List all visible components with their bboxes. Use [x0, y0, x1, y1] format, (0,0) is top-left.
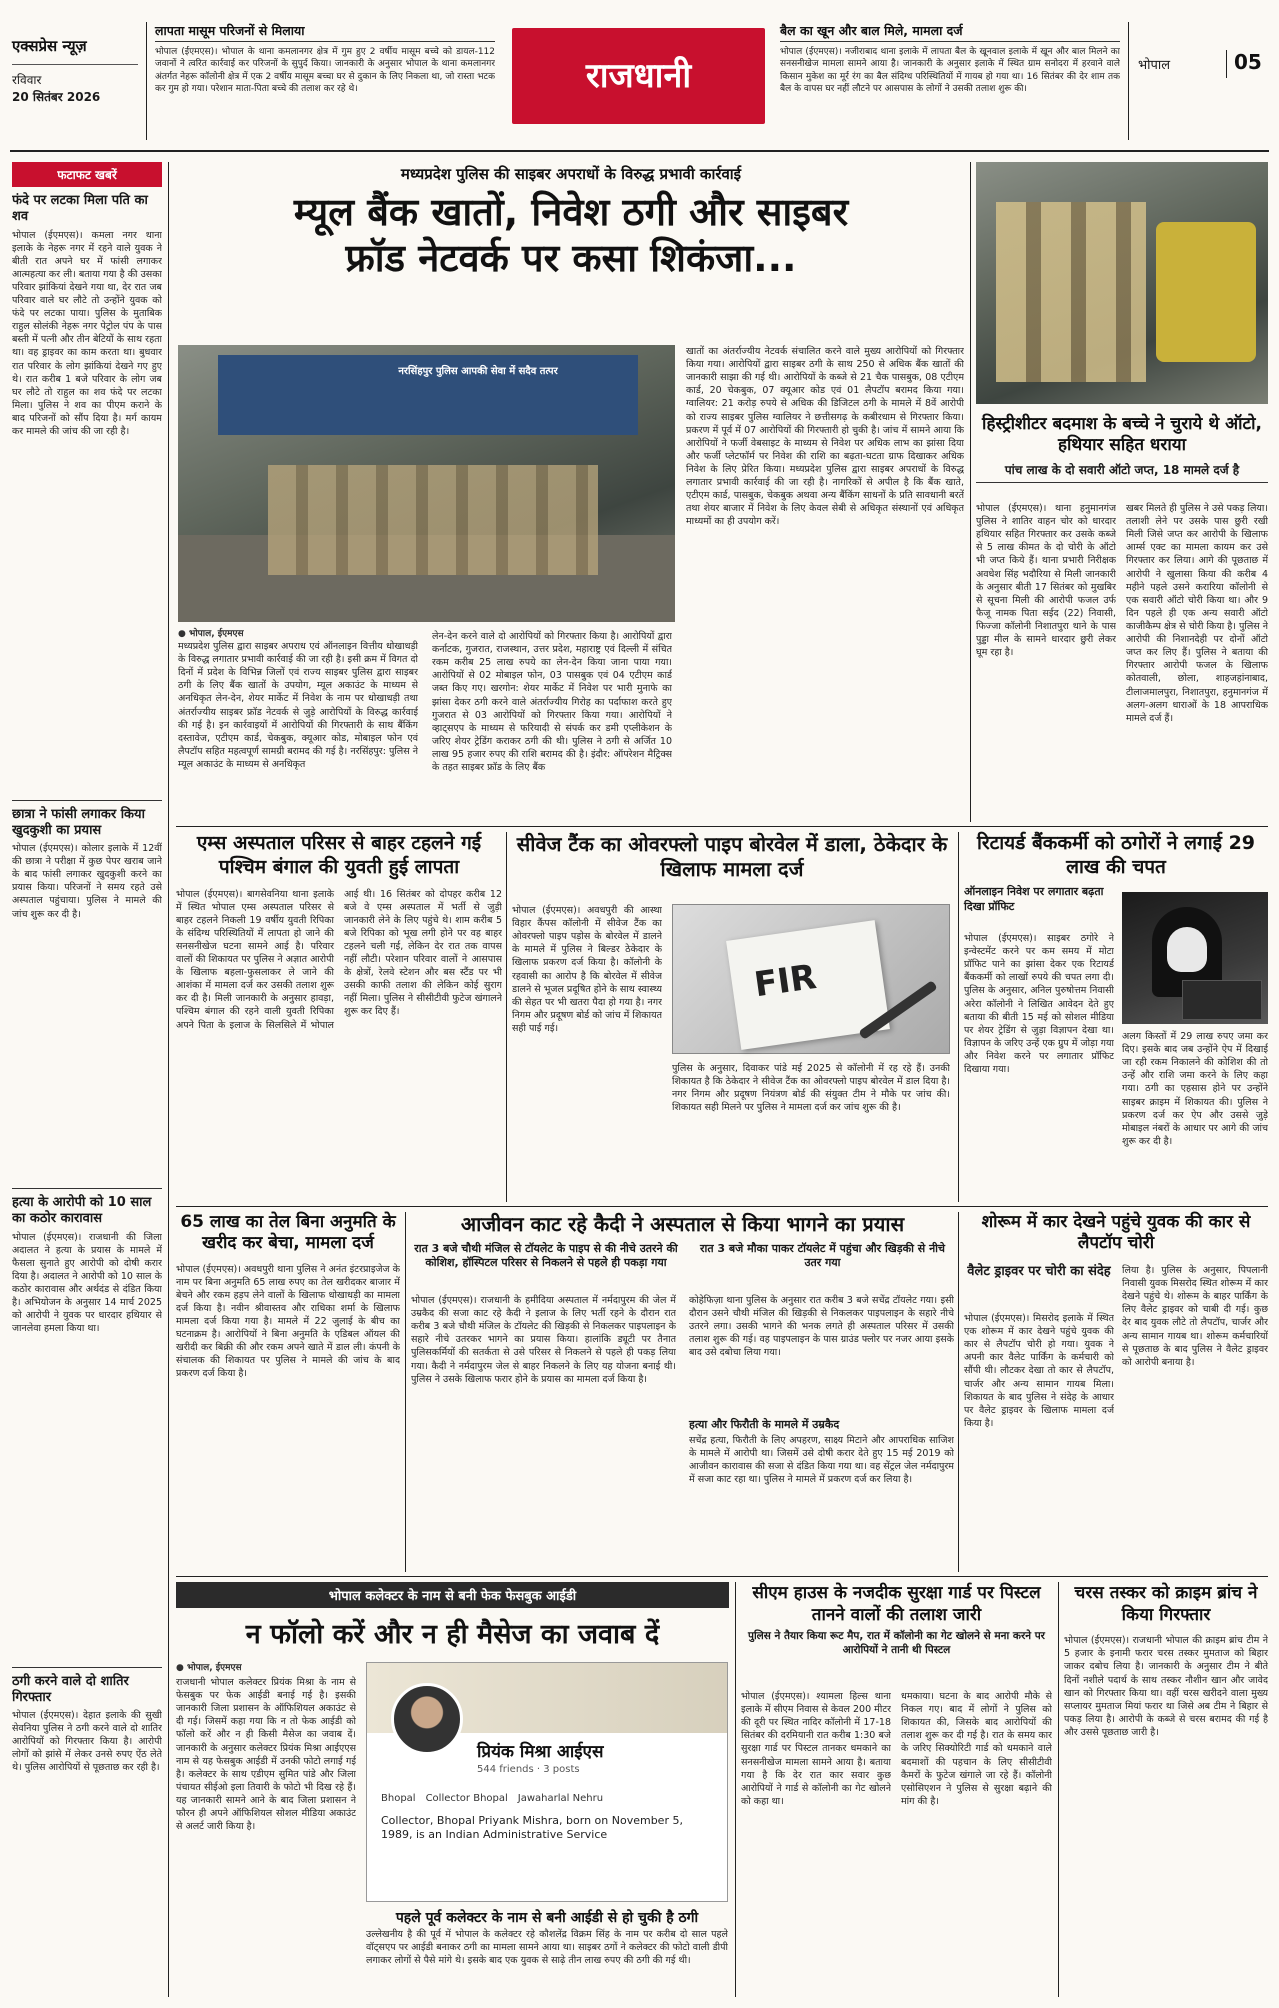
fb-cover — [367, 1663, 727, 1733]
fb-tag-3: Jawaharlal Nehru — [517, 1793, 604, 1804]
hacker-image — [1122, 892, 1268, 1024]
row3-bottom-rule — [176, 1576, 1268, 1577]
story-sewage — [512, 832, 952, 1202]
teaser-right-title: बैल का खून और बाल मिले, मामला दर्ज — [780, 22, 1120, 42]
teaser-left-title: लापता मासूम परिजनों से मिलाया — [155, 22, 495, 42]
right-lead-photo — [976, 162, 1268, 404]
story-car — [964, 1212, 1268, 1572]
left-item-4 — [12, 1674, 162, 1970]
right-lead-photo-officers — [996, 202, 1146, 382]
teaser-right — [780, 22, 1120, 146]
fir-image — [672, 904, 950, 1054]
masthead-bottom-rule — [10, 150, 1269, 152]
fb-bio: Collector, Bhopal Priyank Mishra, born on November 5, 1989, is an Indian Administrative Service — [381, 1814, 683, 1842]
page-number: 05 — [1234, 50, 1262, 74]
left-item-3-title: हत्या के आरोपी को 10 साल का कठोर कारावास — [12, 1195, 152, 1227]
story-cmhouse-headline: सीएम हाउस के नजदीक सुरक्षा गार्ड पर पिस्टल तानने वालों की तलाश जारी — [752, 1583, 1041, 1626]
masthead-vrule-2 — [1128, 22, 1129, 140]
left-item-2-body: भोपाल (ईएमएस)। कोलार इलाके में 12वीं की छात्रा ने परीक्षा में कुछ पेपर खराब जाने के बाद फांसी लगाकर खुदकुशी करने का प्रयास किया। परिजनों ने समय रहते उसे अस्पताल पहुंचाया। पुलिस ने मामले की जांच शुरू कर दी है। — [12, 843, 162, 920]
lead-photo — [178, 345, 675, 622]
lead-photo-sign: नरसिंहपुर पुलिस आपकी सेवा में सदैव तत्पर — [398, 366, 558, 377]
masthead — [0, 0, 1279, 150]
row1-bottom-rule — [176, 826, 1268, 827]
left-column — [12, 162, 162, 1997]
lead-kicker: मध्यप्रदेश पुलिस की साइबर अपराधों के विरुद्ध प्रभावी कार्रवाई — [400, 165, 742, 183]
lead-headline-1: म्यूल बैंक खातों, निवेश ठगी और साइबर — [293, 190, 849, 234]
story-aiims-body: भोपाल (ईएमएस)। बागसेवनिया थाना इलाके में स्थित भोपाल एम्स अस्पताल परिसर से बाहर टहलने निकली 19 वर्षीय युवती रिपिका के संदिग्ध परिस्थितियों में लापता हो जाने की सनसनीखेज घटना सामने आई है। परिवार वालों की शिकायत पर पुलिस ने अज्ञात आरोपी के खिलाफ बहला-फुसलाकर ले जाने की आशंका में मामला दर्ज कर उसकी तलाश शुरू कर दी है। मिली जानकारी के अनुसार हावड़ा, पश्चिम बंगाल की रहने वाली युवती रिपिका अपने पिता के इलाज के सिलसिले में भोपाल आई थी। 16 सितंबर को दोपहर करीब 12 बजे वे एम्स अस्पताल में भर्ती से जुड़ी जानकारी लेने के लिए पहुंचे थे। शाम करीब 5 बजे रिपिका को भूख लगी होने पर वह बाहर टहलने चली गई, लेकिन देर रात तक वापस नहीं लौटी। परेशान परिवार वालों ने आसपास के क्षेत्रों, रेलवे स्टेशन और बस स्टैंड पर भी उसकी काफी तलाश की लेकिन कोई सुराग नहीं मिला। पुलिस ने सीसीटीवी फुटेज खंगालने शुरू कर दिए हैं। — [176, 888, 502, 1031]
story-oil-body: भोपाल (ईएमएस)। अवधपुरी थाना पुलिस ने अनंत इंटरप्राइजेज के नाम पर बिना अनुमति 65 लाख रुपए का तेल खरीदकर बाजार में बेचने और रकम हड़प लेने वालों के खिलाफ धोखाधड़ी का मामला दर्ज किया है। नवीन श्रीवास्तव और राधिका शर्मा के खिलाफ मामला दर्ज किया गया है। मामले में 22 जुलाई के बीच का घटनाक्रम है। आरोपियों ने बिना अनुमति के एडिबल ऑयल की खरीदी कर बिक्री की और रकम अपने खाते में डाल ली। कंपनी के संचालक की शिकायत पर पुलिस ने मामले की जांच के बाद प्रकरण दर्ज किया है। — [176, 1263, 400, 1380]
row3-rule-2 — [958, 1212, 959, 1572]
story-aiims — [176, 832, 502, 1202]
story-sewage-body-2: पुलिस के अनुसार, दिवाकर पांडे मई 2025 से कॉलोनी में रह रहे हैं। उनकी शिकायत है कि ठेकेदार ने सीवेज टैंक का ओवरफ्लो पाइप बोरवेल में डाल दिया है। नगर निगम और प्रदूषण नियंत्रण बोर्ड की संयुक्त टीम ने मौके पर जांच की। शिकायत सही मिलने पर पुलिस ने मामला दर्ज कर जांच शुरू की है। — [672, 1063, 950, 1114]
left-column-rule — [168, 162, 169, 1997]
section-banner — [512, 28, 765, 124]
story-facebook — [176, 1582, 729, 1997]
story-prisoner-body-1: भोपाल (ईएमएस)। राजधानी के हमीदिया अस्पताल में नर्मदापुरम की जेल में उम्रकैद की सजा काट रहे कैदी ने इलाज के लिए भर्ती रहने के दौरान रात करीब 3 बजे चौथी मंजिल के टॉयलेट की खिड़की से निकलकर पाइपलाइन के सहारे नीचे उतरकर भागने का प्रयास किया। हालांकि ड्यूटी पर तैनात पुलिसकर्मियों की सतर्कता से उसे परिसर से निकलने से पहले ही पकड़ लिया गया। कैदी ने नर्मदापुरम जेल से बाहर निकलने के लिए यह योजना बनाई थी। पुलिस ने उसके खिलाफ फरार होने के प्रयास का मामला दर्ज किया है। — [411, 1295, 676, 1385]
left-divider-3 — [12, 1667, 162, 1668]
hacker-laptop — [1182, 980, 1262, 1020]
right-lead-body-2: खबर मिलते ही पुलिस ने उसे पकड़ लिया। तलाशी लेने पर उसके पास छुरी रखी मिली जिसे जप्त कर आरोपी के खिलाफ आर्म्स एक्ट का मामला कायम कर उसे गिरफ्तार कर लिया। आगे की पूछताछ में आरोपी ने खुलासा किया की करीब 4 महीने पहले उसने करारिया कॉलोनी से एक सवारी ऑटो चोरी किया था। और 9 दिन पहले ही एक अन्य सवारी ऑटो काजीकैम्प क्षेत्र से चोरी किया है। पुलिस ने आरोपी की निशानदेही पर दोनों ऑटो जप्त कर लिए हैं। पुलिस ने बताया की गिरफ्तार आरोपी फजल के खिलाफ कोतवाली, छोला, शाहजहांनाबाद, टीलाजमालपुरा, निशातपुरा, हनुमानगंज में अलग-अलग धाराओं के 18 आपराधिक मामले दर्ज हैं। — [1126, 503, 1268, 724]
story-cmhouse-body-1: भोपाल (ईएमएस)। श्यामला हिल्स थाना इलाके में सीएम निवास से केवल 200 मीटर की दूरी पर स्थित नादिर कॉलोनी में 17-18 सितंबर की दरमियानी रात करीब 1:30 बजे सुरक्षा गार्ड पर पिस्टल तानकर धमकाने का सनसनीखेज मामला सामने आया है। बताया गया है कि देर रात कार सवार कुछ आरोपियों ने गार्ड से कॉलोनी का गेट खोलने को कहा था। — [741, 1691, 891, 1807]
story-cmhouse-subhead: पुलिस ने तैयार किया रूट मैप, रात में कॉलोनी का गेट खोलने से मना करने पर आरोपियों ने तानी थी पिस्टल — [748, 1630, 1045, 1656]
story-cmhouse-body-2: धमकाया। घटना के बाद आरोपी मौके से निकल गए। बाद में लोगों ने पुलिस को शिकायत की, जिसके बाद आरोपियों की तलाश शुरू कर दी गई है। रात के समय कार के जरिए सिक्योरिटी गार्ड को धमकाने वाले बदमाशों की पहचान के लिए सीसीटीवी कैमरों के फुटेज खंगाले जा रहे हैं। कॉलोनी एसोसिएशन ने पुलिस से सुरक्षा बढ़ाने की मांग की है। — [901, 1691, 1052, 1807]
story-prisoner-body-3: सचेंद्र हत्या, फिरौती के लिए अपहरण, साक्ष्य मिटाने और आपराधिक साजिश के मामले में आरोपी था। जिसमें उसे दोषी करार देते हुए 15 मई 2019 को आजीवन कारावास की सजा से दंडित किया गया था। वह सेंट्रल जेल नर्मदापुरम में सजा काट रहा था। पुलिस ने मामले में प्रकरण दर्ज कर लिया है। — [689, 1435, 954, 1486]
left-item-2-title: छात्रा ने फांसी लगाकर किया खुदकुशी का प्रयास — [12, 806, 145, 838]
row3-rule-1 — [405, 1212, 406, 1572]
left-item-4-body: भोपाल (ईएमएस)। देहात इलाके की सुखी सेवनिया पुलिस ने ठगी करने वाले दो शातिर आरोपियों को गिरफ्तार किया है। आरोपी लोगों को झांसे में लेकर उनसे रुपए ऐंठ लेते थे। पुलिस आरोपियों से पूछताछ कर रही है। — [12, 1710, 162, 1774]
masthead-left-box — [12, 30, 138, 126]
right-lead-body-1: भोपाल (ईएमएस)। थाना हनुमानगंज पुलिस ने शातिर वाहन चोर को धारदार हथियार सहित गिरफ्तार कर उसके कब्जे से 5 लाख कीमत के दो चोरी के ऑटो भी जप्त किये हैं। थाना प्रभारी निरीक्षक अवधेश सिंह भदौरिया से मिली जानकारी के अनुसार बीती 17 सितंबर को मुखबिर से सूचना मिली की आरोपी फजल उर्फ फैजू नामक पिता सईद (22) निवासी, फिज्जा कॉलोनी निशातपुरा थाने के पास पुड्डा मील के सामने धारदार छुरी लेकर घूम रहा है। — [976, 503, 1116, 659]
story-car-subhead: वैलेट ड्राइवर पर चोरी का संदेह — [967, 1263, 1111, 1279]
story-smuggler-body: भोपाल (ईएमएस)। राजधानी भोपाल की क्राइम ब्रांच टीम ने 5 हजार के इनामी फरार चरस तस्कर मुमताज को बिहार जाकर दबोच लिया है। जानकारी के अनुसार टीम ने बीते दिनों नशीले पदार्थ के साथ तस्कर नौशीन खान और जावेद खान को गिरफ्तार किया था। वहीं चरस खरीदने वाला मुख्य सप्लायर मुमताज मियां फरार था जिसे अब टीम ने बिहार से पकड़ लिया है। आरोपी के कब्जे से चरस बरामद की गई है और उससे पूछताछ जारी है। — [1064, 1635, 1268, 1738]
story-retired-headline: रिटायर्ड बैंककर्मी को ठगोरों ने लगाई 29 लाख की चपत — [976, 832, 1256, 878]
row4-rule-1 — [735, 1582, 736, 1997]
lead-photo-caption: ● भोपाल, ईएमएस — [178, 629, 244, 639]
lead-headline-2: फ्रॉड नेटवर्क पर कसा शिकंजा... — [345, 235, 797, 280]
story-car-body-1: भोपाल (ईएमएस)। मिसरोद इलाके में स्थित एक शोरूम में कार देखने पहुंचे युवक की कार से लैपटॉप चोरी हो गया। युवक ने अपनी कार वैलेट पार्किंग के कर्मचारी को सौंपी थी। लौटकर देखा तो कार से लैपटॉप, चार्जर और अन्य सामान गायब मिला। शिकायत के बाद पुलिस ने संदेह के आधार पर वैलेट ड्राइवर के खिलाफ मामला दर्ज किया है। — [964, 1313, 1114, 1429]
story-aiims-headline: एम्स अस्पताल परिसर से बाहर टहलने गई पश्चिम बंगाल की युवती हुई लापता — [196, 832, 482, 878]
right-lead-rule — [970, 162, 971, 822]
lead-photo-officers — [268, 465, 598, 575]
section-title: राजधानी — [585, 56, 692, 96]
story-smuggler-headline: चरस तस्कर को क्राइम ब्रांच ने किया गिरफ्तार — [1074, 1583, 1258, 1626]
story-prisoner-headline: आजीवन काट रहे कैदी ने अस्पताल से किया भागने का प्रयास — [460, 1212, 905, 1236]
story-car-headline: शोरूम में कार देखने पहुंचे युवक की कार से लैपटॉप चोरी — [981, 1212, 1251, 1254]
story-prisoner-body-2: कोहेफिज़ा थाना पुलिस के अनुसार रात करीब 3 बजे सचेंद्र टॉयलेट गया। इसी दौरान उसने चौथी मंजिल की खिड़की से निकलकर पाइपलाइन के सहारे नीचे उतरने लगा। उसकी भागने की भनक लगते ही अस्पताल परिसर में उसकी तलाश शुरू की गई। वह पाइपलाइन के पास ग्राउंड फ्लोर पर नजर आया इसके बाद उसे दबोचा लिया गया। — [689, 1295, 954, 1359]
teaser-left — [155, 22, 495, 146]
story-cmhouse — [741, 1582, 1052, 1997]
masthead-day: रविवार — [12, 73, 42, 87]
story-sewage-headline: सीवेज टैंक का ओवरफ्लो पाइप बोरवेल में डाला, ठेकेदार के खिलाफ मामला दर्ज — [516, 832, 948, 881]
story-car-body-2: लिया है। पुलिस के अनुसार, पिपलानी निवासी युवक मिसरोद स्थित शोरूम में कार देखने पहुंचे थे। शोरूम के बाहर पार्किंग के लिए वैलेट ड्राइवर को चाबी दी गई। कुछ देर बाद युवक लौटे तो लैपटॉप, चार्जर और अन्य सामान गायब था। शोरूम कर्मचारियों से पूछताछ के बाद पुलिस ने वैलेट ड्राइवर को आरोपी बनाया है। — [1122, 1265, 1268, 1368]
masthead-divider — [12, 64, 138, 65]
story-facebook-body-2: उल्लेखनीय है की पूर्व में भोपाल के कलेक्टर रहे कौशलेंद्र विक्रम सिंह के नाम पर करीब दो साल पहले वॉट्सएप पर आईडी बनाकर ठगी का मामला सामने आया था। साइबर ठगों ने कलेक्टर की फोटो वाली डीपी लगाकर लोगों से पैसे मांगे थे। इसके बाद एक युवक से साढ़े तीन लाख रुपए की ठगी की गई थी। — [366, 1929, 728, 1967]
story-facebook-kicker: भोपाल कलेक्टर के नाम से बनी फेक फेसबुक आईडी — [176, 1582, 729, 1608]
row4-rule-2 — [1058, 1582, 1059, 1997]
left-item-3-body: भोपाल (ईएमएस)। राजधानी की जिला अदालत ने हत्या के प्रयास के मामले में फैसला सुनाते हुए आरोपी को दोषी करार दिया है। अदालत ने आरोपी को 10 साल के कठोर कारावास और अर्थदंड से दंडित किया है। अभियोजन के अनुसार 14 मार्च 2025 को आरोपी ने युवक पर धारदार हथियार से जानलेवा हमला किया था। — [12, 1231, 162, 1335]
left-column-label: फटाफट खबरें — [12, 162, 162, 187]
story-facebook-sub-2: पहले पूर्व कलेक्टर के नाम से बनी आईडी से हो चुकी है ठगी — [395, 1910, 699, 1926]
row2-bottom-rule — [176, 1206, 1268, 1207]
left-item-1-body: भोपाल (ईएमएस)। कमला नगर थाना इलाके के नेहरू नगर में रहने वाले युवक ने बीती रात अपने घर में फांसी लगाकर आत्महत्या कर ली। बताया गया है की उसका परिवार झांकियां देखने गया था, देर रात जब परिवार वाले घर लौटे तो उन्होंने युवक को फंदे पर लटका पाया। पुलिस के मुताबिक राहुल सोलंकी नेहरू नगर पेट्रोल पंप के पास बस्ती में पत्नी और तीन बेटियों के साथ रहता था। वह ड्राइवर का काम करता था। बुधवार रात परिवार के लोग झांकियां देखने गए हुए थे। रात करीब 1 बजे परिवार के लोग जब घर लौटे तो राहुल का शव फंदे पर लटका मिला। पुलिस ने शव का पीएम कराने के बाद परिजनों को सौंप दिया है। मर्ग कायम कर मामले की जांच की जा रही है। — [12, 229, 162, 438]
left-divider-2 — [12, 1188, 162, 1189]
story-retired — [964, 832, 1268, 1202]
paper-name: एक्सप्रेस न्यूज़ — [12, 37, 87, 55]
left-item-2 — [12, 807, 162, 1183]
fb-avatar — [391, 1683, 463, 1755]
story-retired-subhead: ऑनलाइन निवेश पर लगातार बढ़ता दिखा प्रॉफिट — [964, 884, 1104, 913]
story-oil — [176, 1212, 400, 1572]
teaser-right-body: भोपाल (ईएमएस)। नजीराबाद थाना इलाके में लापता बैल के खूनवाल इलाके में खून और बाल मिलने का सनसनीखेज मामला सामने आया है। जानकारी के अनुसार इलाके में स्थित ग्राम सनोदरा में हरवाने वाले किसान मुकेश का मूर्र रंग का बैल संदिग्ध परिस्थितियों में गायब हो गया था। 16 सितंबर की देर शाम तक बैल के वापस घर नहीं लौटने पर आसपास के लोगों ने उसकी तलाश शुरू की। — [780, 47, 1120, 95]
story-facebook-body-1: राजधानी भोपाल कलेक्टर प्रियंक मिश्रा के नाम से फेसबुक पर फेक आईडी बनाई गई है। इसकी जानकारी जिला प्रशासन के ऑफिशियल अकाउंट से दी गई। जिसमें कहा गया कि न तो फेक आईडी को फॉलो करें और न ही किसी मैसेज का जवाब दें। जानकारी के अनुसार कलेक्टर प्रियंक मिश्रा आईएएस नाम से यह फेसबुक आईडी में उनकी फोटो लगाई गई है। कलेक्टर के साथ एडीएम सुमित पांडे और जिला पंचायत सीईओ इला तिवारी के फोटो भी दिख रहे हैं। यह जानकारी सामने आने के बाद जिला प्रशासन ने फौरन ही अपने ऑफिशियल सोशल मीडिया अकाउंट से अलर्ट जारी किया है। — [176, 1677, 356, 1833]
lead-body-2: लेन-देन करने वाले दो आरोपियों को गिरफ्तार किया है। आरोपियों द्वारा कर्नाटक, गुजरात, राजस्थान, उत्तर प्रदेश, महाराष्ट्र एवं दिल्ली में संचित रकम करीब 25 लाख रुपये का लेन-देन किया जाना पाया गया। आरोपियों से 02 मोबाइल फोन, 03 पासबुक एवं 04 एटीएम कार्ड जब्त किए गए। खरगोन: शेयर मार्केट में निवेश पर भारी मुनाफे का झांसा देकर ठगी करने वाले अंतर्राज्यीय गिरोह का पर्दाफाश करते हुए गुजरात से 03 आरोपियों को गिरफ्तार किया गया। आरोपियों ने व्हाट्सएप के माध्यम से फरियादी से संपर्क कर डमी एप्लीकेशन के जरिए शेयर ट्रेडिंग कराकर ठगी की थी। पुलिस ने ठगी से अर्जित 10 लाख 95 हजार रुपए की राशि बरामद की है। इंदौर: ऑपरेशन मैट्रिक्स के तहत साइबर फ्रॉड के लिए बैंक — [432, 631, 672, 774]
story-oil-headline: 65 लाख का तेल बिना अनुमति के खरीद कर बेचा, मामला दर्ज — [180, 1212, 396, 1254]
row2-rule-1 — [506, 832, 507, 1202]
masthead-date: 20 सितंबर 2026 — [12, 90, 101, 104]
lead-story — [176, 160, 966, 820]
story-prisoner-subhead-1: रात 3 बजे चौथी मंजिल से टॉयलेट के पाइप से की नीचे उतरने की कोशिश, हॉस्पिटल परिसर से निकलने से पहले ही पकड़ा गया — [414, 1242, 678, 1270]
lead-body-1: मध्यप्रदेश पुलिस द्वारा साइबर अपराध एवं ऑनलाइन वित्तीय धोखाधड़ी के विरुद्ध लगातार प्रभावी कार्रवाई की जा रही है। इसी क्रम में विगत दो दिनों में प्रदेश के विभिन्न जिलों एवं राज्य साइबर पुलिस द्वारा साइबर ठगी के लिए बैंक खातों के उपयोग, म्यूल अकाउंट के माध्यम से अनधिकृत लेन-देन, शेयर मार्केट में निवेश के नाम पर धोखाधड़ी तथा अंतर्राज्यीय साइबर फ्रॉड नेटवर्क से जुड़े आरोपियों के विरुद्ध कार्रवाई की गई है। इन कार्रवाइयों में आरोपियों की गिरफ्तारी के साथ बैंकिंग दस्तावेज, एटीएम कार्ड, चेकबुक, क्यूआर कोड, मोबाइल फोन एवं लैपटॉप सहित महत्वपूर्ण सामग्री बरामद की गई है। नरसिंहपुर: पुलिस ने म्यूल अकाउंट के माध्यम से अनधिकृत — [178, 641, 418, 770]
fb-profile-card — [366, 1662, 728, 1902]
right-lead — [976, 162, 1268, 822]
teaser-left-body: भोपाल (ईएमएस)। भोपाल के थाना कमलानगर क्षेत्र में गुम हुए 2 वर्षीय मासूम बच्चे को डायल-112 जवानों ने त्वरित कार्रवाई कर परिजनों के सुपुर्द किया। जानकारी के अनुसार भोपाल के थाना कमलानगर अंतर्गत नेहरू कॉलोनी क्षेत्र में एक 2 वर्षीय मासूम बच्चा घर से दुकान के लिए निकला था, जो रास्ता भटक कर गुम हो गया। परेशान माता-पिता बच्चे की तलाश कर रहे थे। — [155, 47, 495, 95]
story-facebook-headline: न फॉलो करें और न ही मैसेज का जवाब दें — [245, 1619, 660, 1650]
fb-name: प्रियंक मिश्रा आईएस — [477, 1742, 604, 1762]
masthead-vrule-1 — [146, 22, 147, 140]
fb-friends: 544 friends · 3 posts — [477, 1764, 580, 1775]
story-retired-body-1: भोपाल (ईएमएस)। साइबर ठगोरे ने इन्वेस्टमेंट करने पर कम समय में मोटा प्रॉफिट पाने का झांसा देकर एक रिटायर्ड बैंककर्मी को लाखों रुपये की चपत लगा दी। पुलिस के अनुसार, अनिल पुरुषोत्तम निवासी अरेरा कॉलोनी ने लिखित आवेदन देते हुए बताया की बीती 15 मई को सोशल मीडिया पर शेयर ट्रेडिंग से जुड़ा विज्ञापन देखा था। विज्ञापन के जरिए उन्हें एक ग्रुप में जोड़ा गया और निवेश करने पर लगातार प्रॉफिट दिखाया गया। — [964, 933, 1114, 1076]
story-prisoner — [411, 1212, 954, 1572]
story-sewage-body-1: भोपाल (ईएमएस)। अवधपुरी की आस्था विहार कैंपस कॉलोनी में सीवेज टैंक का ओवरफ्लो पाइप पड़ोस के बोरवेल में डालने के मामले में पुलिस ने बिल्डर ठेकेदार के खिलाफ प्रकरण दर्ज किया है। कॉलोनी के रहवासी का आरोप है कि बोरवेल में सीवेज डालने से भूजल प्रदूषित होने के साथ स्वास्थ्य की सेहत पर भी खतरा पैदा हो गया है। नगर निगम और प्रदूषण बोर्ड को जांच में शिकायत सही पाई गई। — [512, 905, 662, 1034]
left-item-1 — [12, 193, 162, 794]
story-prisoner-sub-3: हत्या और फिरौती के मामले में उम्रकैद — [689, 1418, 840, 1431]
fb-tag-1: Bhopal — [381, 1793, 416, 1804]
story-facebook-photo-caption: ● भोपाल, ईएमएस — [176, 1663, 242, 1673]
right-lead-photo-auto — [1156, 222, 1256, 362]
story-smuggler — [1064, 1582, 1268, 1997]
left-divider-1 — [12, 800, 162, 801]
lead-body-3: खातों का अंतर्राज्यीय नेटवर्क संचालित करने वाले मुख्य आरोपियों को गिरफ्तार किया गया। आरोपियों द्वारा साइबर ठगी के साथ 250 से अधिक बैंक खातों की जानकारी साझा की गई थी। आरोपियों के कब्जे से 21 चैक पासबुक, 08 एटीएम कार्ड, 20 चेकबुक, 07 क्यूआर कोड एवं 01 लैपटॉप बरामद किया गया। ग्वालियर: 21 करोड़ रुपये से अधिक की डिजिटल ठगी के मामले में 8वें आरोपी को राज्य साइबर पुलिस ग्वालियर ने छत्तीसगढ़ के कबीरधाम से गिरफ्तार किया। प्रकरण में पूर्व में 07 आरोपियों की गिरफ्तारी हो चुकी है। जांच में सामने आया कि आरोपियों ने फर्जी वेबसाइट के माध्यम से निवेश पर अधिक लाभ का झांसा दिया और फर्जी प्लेटफॉर्म पर निवेश की राशि का बढ़ता-घटता ग्राफ दिखाकर अधिक निवेश के लिए प्रेरित किया। मध्यप्रदेश पुलिस द्वारा साइबर अपराधों के विरुद्ध लगातार प्रभावी कार्रवाई की जा रही है। नागरिकों से अपील है कि बैंक खाते, एटीएम कार्ड, पासबुक, चेकबुक अथवा अन्य बैंकिंग साधनों के प्रति सावधानी बरतें तथा शेयर बाजार में निवेश के लिए केवल सेबी से अधिकृत संस्थानों एवं अधिकृत माध्यमों का ही उपयोग करें। — [686, 346, 964, 528]
row2-rule-2 — [958, 832, 959, 1202]
fb-tags — [381, 1793, 727, 1804]
left-item-1-title: फंदे पर लटका मिला पति का शव — [12, 193, 148, 225]
hacker-mask — [1167, 927, 1207, 972]
story-prisoner-subhead-2: रात 3 बजे मौका पाकर टॉयलेट में पहुंचा और खिड़की से नीचे उतर गया — [699, 1242, 946, 1270]
story-retired-body-2: अलग किस्तों में 29 लाख रुपए जमा कर दिए। इसके बाद जब उन्होंने ऐप में दिखाई जा रही रकम निकालने की कोशिश की तो उन्हें और राशि जमा करने के लिए कहा गया। ठगी का एहसास होने पर उन्होंने साइबर क्राइम में शिकायत की। पुलिस ने प्रकरण दर्ज कर ऐप और उससे जुड़े मोबाइल नंबरों के आधार पर आगे की जांच शुरू कर दी है। — [1122, 1031, 1268, 1147]
left-item-4-title: ठगी करने वाले दो शातिर गिरफ्तार — [12, 1673, 129, 1705]
right-lead-headline: हिस्ट्रीशीटर बदमाश के बच्चे ने चुराये थे ऑटो, हथियार सहित धराया — [982, 414, 1262, 456]
left-item-3 — [12, 1195, 162, 1661]
right-lead-subhead: पांच लाख के दो सवारी ऑटो जप्त, 18 मामले दर्ज है — [976, 461, 1268, 483]
fir-label: FIR — [751, 957, 819, 1006]
fb-tag-2: Collector Bhopal — [425, 1793, 508, 1804]
masthead-city: भोपाल — [1138, 58, 1171, 73]
masthead-vrule-3 — [1226, 50, 1227, 78]
